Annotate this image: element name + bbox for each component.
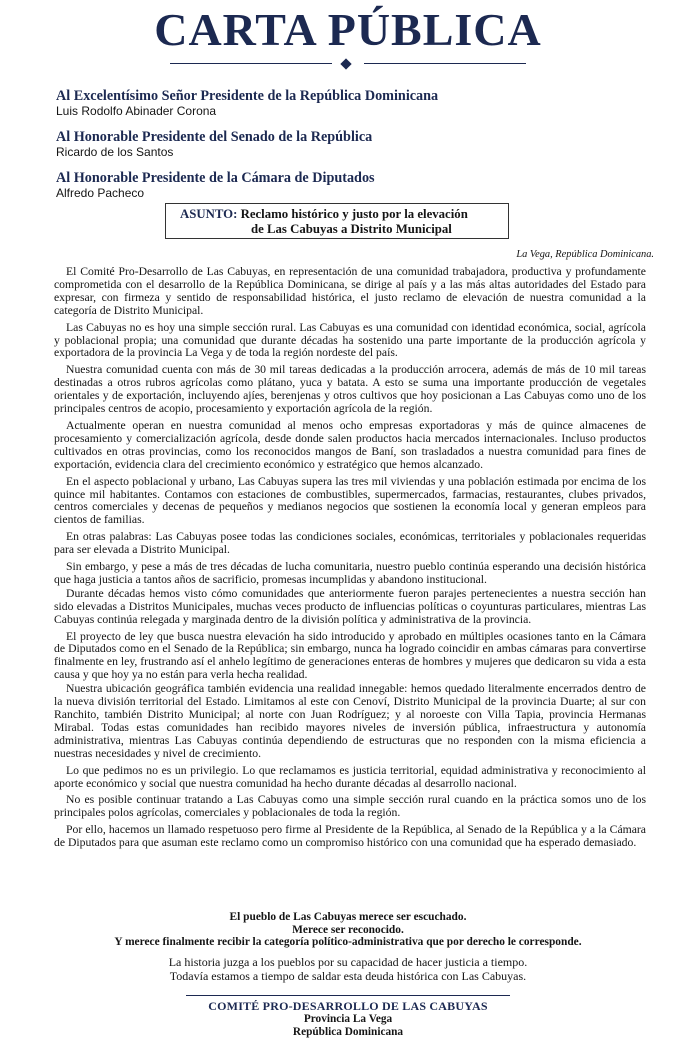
closing-line: El pueblo de Las Cabuyas merece ser escuchado. (229, 911, 467, 923)
place-line: La Vega, República Dominicana. (516, 249, 654, 260)
subject-line-2: de Las Cabuyas a Distrito Municipal (251, 222, 452, 236)
ornament-line-right (364, 63, 526, 64)
recipient-name: Alfredo Pacheco (56, 186, 145, 200)
recipient-title: Al Honorable Presidente del Senado de la República (56, 129, 373, 145)
final-line: Todavía estamos a tiempo de saldar esta deuda histórica con Las Cabuyas. (169, 969, 527, 983)
closing-line: Merece ser reconocido. (292, 923, 404, 936)
ornament-diamond (340, 58, 351, 69)
subject-label: ASUNTO: (180, 207, 238, 221)
body-paragraph: No es posible continuar tratando a Las Cabuyas como una simple sección rural cuando en la práctica somos uno de los principales polos agrícolas, comerciales y poblacionales de toda la región. (54, 793, 646, 820)
recipient-title: Al Honorable Presidente de la Cámara de Diputados (56, 170, 375, 186)
body-paragraph: Actualmente operan en nuestra comunidad al menos ocho empresas exportadoras y más de quince almacenes de procesamiento y comercialización agrícola, desde donde salen productos hacia mercados internacionales. Incluso productos cultivados en otras provincias, como los reconocidos mangos de Baní, son trasladados a nuestra comunidad para fines de exportación, evidencia clara del crecimiento económico y estratégico que hemos alcanzado. (54, 418, 646, 471)
signature-province: Provincia La Vega (303, 1013, 393, 1025)
letter-body (54, 266, 646, 854)
subject-box (165, 203, 509, 239)
body-paragraph: Nuestra comunidad cuenta con más de 30 mil tareas dedicadas a la producción arrocera, además de más de 10 mil tareas destinadas a otros rubros agrícolas como plátano, yuca y batata. A esto se suma una importante producción de vegetales orientales y de exportación, incluyendo ajíes, berenjenas y otros cultivos que hoy posicionan a Las Cabuyas como uno de los principales centros de acopio, procesamiento y exportación agrícola de la región. (54, 363, 646, 416)
final-line: La historia juzga a los pueblos por su capacidad de hacer justicia a tiempo. (168, 955, 528, 969)
recipient-senate (56, 130, 656, 160)
signature-divider (186, 995, 510, 996)
closing-statements (0, 911, 696, 949)
final-statements (0, 955, 696, 983)
body-paragraph: Lo que pedimos no es un privilegio. Lo que reclamamos es justicia territorial, equidad administrativa y reconocimiento al aporte económico y social que nuestra comunidad ha hecho durante décadas al desarrollo nacional. (54, 763, 646, 790)
body-paragraph: En otras palabras: Las Cabuyas posee todas las condiciones sociales, económicas, territoriales y poblacionales requeridas para ser elevada a Distrito Municipal. (54, 530, 646, 557)
body-paragraph: Las Cabuyas no es hoy una simple sección rural. Las Cabuyas es una comunidad con identidad económica, social, agrícola y poblacional propia; una comunidad que durante décadas ha sostenido una parte importante de la producción agrícola y exportadora de la provincia La Vega y de toda la región nordeste del país. (54, 320, 646, 360)
body-paragraph: Nuestra ubicación geográfica también evidencia una realidad innegable: hemos quedado literalmente encerrados dentro de la nueva división territorial del Estado. Limitamos al este con Cenoví, Distrito Municipal de la provincia Duarte; al sur con Ranchito, también Distrito Municipal; al norte con Juan Rodríguez; y al noroeste con Villa Tapia, provincia Hermanas Mirabal. Todas estas comunidades han recibido mayores niveles de inversión pública, infraestructura y autonomía administrativa, mientras Las Cabuyas continúa dependiendo de estructuras que no responden con la misma eficiencia a nuestras necesidades y nivel de crecimiento. (54, 682, 646, 760)
letter-title: CARTA PÚBLICA (154, 4, 542, 55)
title-ornament (170, 60, 526, 68)
recipient-name: Ricardo de los Santos (56, 145, 174, 159)
signature-country: República Dominicana (292, 1026, 404, 1038)
body-paragraph: Sin embargo, y pese a más de tres décadas de lucha comunitaria, nuestro pueblo continúa esperando una decisión histórica que haga justicia a tantos años de sacrificio, promesas incumplidas y abandono institucional. (54, 560, 646, 586)
recipient-president (56, 89, 656, 119)
recipient-title: Al Excelentísimo Señor Presidente de la República Dominicana (56, 88, 439, 104)
body-paragraph: El Comité Pro-Desarrollo de Las Cabuyas, en representación de una comunidad trabajadora, productiva y profundamente comprometida con el desarrollo de la República Dominicana, se dirige al país y a las más altas autoridades del Estado para expresar, con firmeza y sentido de responsabilidad histórica, el justo reclamo de elevación de nuestra comunidad a la categoría de Distrito Municipal. (54, 265, 646, 317)
signature-org: COMITÉ PRO-DESARROLLO DE LAS CABUYAS (208, 999, 488, 1013)
body-paragraph: Por ello, hacemos un llamado respetuoso pero firme al Presidente de la República, al Senado de la República y a la Cámara de Diputados para que asuman este reclamo como un compromiso histórico con una comunidad que ha esperado demasiado. (54, 823, 646, 850)
recipient-chamber (56, 171, 656, 201)
closing-line: Y merece finalmente recibir la categoría político-administrativa que por derecho le corresponde. (114, 936, 582, 948)
body-paragraph: En el aspecto poblacional y urbano, Las Cabuyas supera las tres mil viviendas y una población estimada por encima de los quince mil habitantes. Contamos con estaciones de combustibles, supermercados, farmacias, restaurantes, clubes privados, centros comerciales y decenas de pequeños y medianos negocios que sostienen la economía local y generan empleos para cientos de familias. (54, 474, 646, 527)
subject-line-1: Reclamo histórico y justo por la elevación (240, 207, 468, 221)
recipient-name: Luis Rodolfo Abinader Corona (56, 104, 217, 118)
signature-block (0, 1000, 696, 1039)
ornament-line-left (170, 63, 332, 64)
body-paragraph: El proyecto de ley que busca nuestra elevación ha sido introducido y aprobado en múltiples ocasiones tanto en la Cámara de Diputados como en el Senado de la República; sin embargo, nunca ha logrado coincidir en ambas cámaras para convertirse finalmente en ley, frustrando así el anhelo legítimo de generaciones enteras de hombres y mujeres que dedicaron su vida a esta causa y que hoy ya no están para verla hecha realidad. (54, 629, 646, 682)
body-paragraph: Durante décadas hemos visto cómo comunidades que anteriormente fueron parajes pertenecientes a nuestra sección han sido elevadas a Distritos Municipales, muchas veces producto de influencias políticas o coyunturas particulares, mientras Las Cabuyas continúa relegada y marginada dentro de la división política y administrativa de la provincia. (54, 586, 646, 626)
